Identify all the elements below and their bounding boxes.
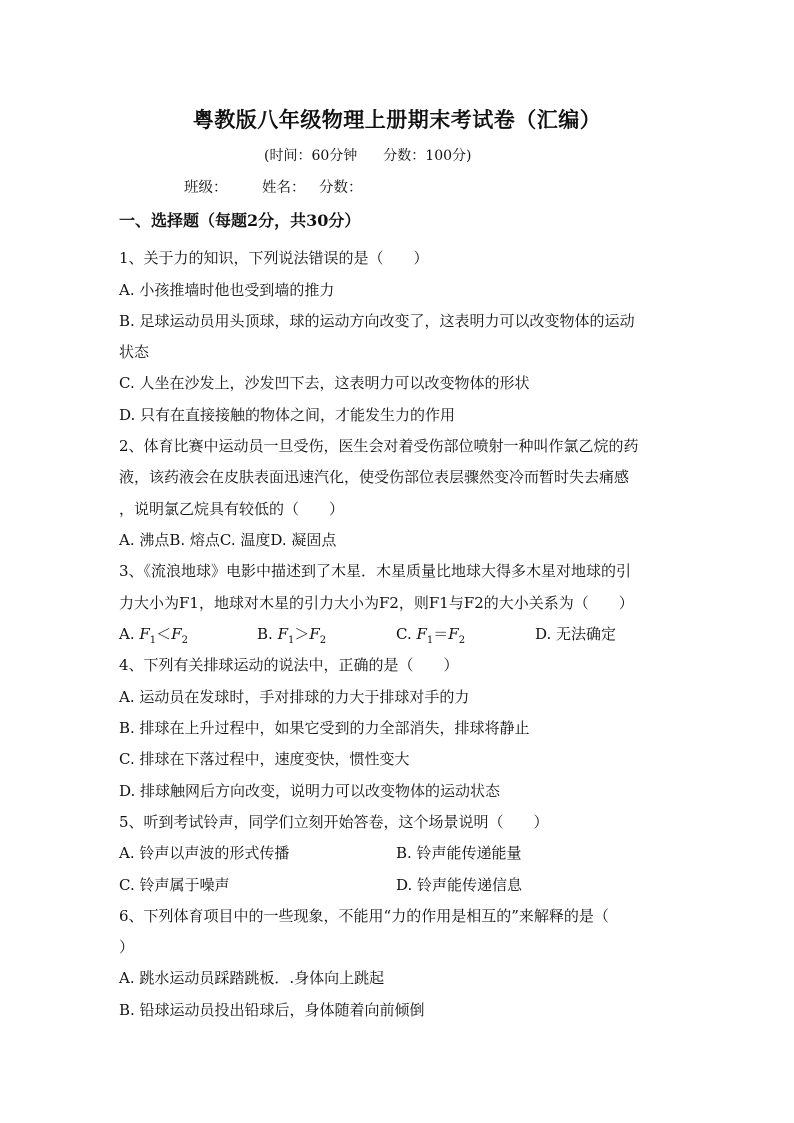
q3-option-d: D. 无法确定: [535, 625, 617, 643]
q4-stem: 4、下列有关排球运动的说法中，正确的是（ ）: [119, 656, 459, 674]
q1-stem: 1、关于力的知识，下列说法错误的是（ ）: [119, 249, 429, 267]
q1-option-d: D. 只有在直接接触的物体之间，才能发生力的作用: [119, 406, 456, 424]
q3-stem-line2: 力大小为F1，地球对木星的引力大小为F2，则F1与F2的大小关系为（ ）: [119, 594, 634, 612]
q1-option-a: A. 小孩推墙时他也受到墙的推力: [119, 281, 335, 299]
q6-option-b: B. 铅球运动员投出铅球后，身体随着向前倾倒: [119, 1001, 425, 1019]
score-label: 分数：: [319, 180, 363, 196]
q1-option-c: C. 人坐在沙发上，沙发凹下去，这表明力可以改变物体的形状: [119, 374, 530, 392]
q3-option-c: C. $F_1=F_2$: [396, 625, 466, 646]
class-label: 班级：: [184, 180, 228, 196]
section-title: 一、选择题（每题2分，共30分）: [119, 211, 361, 230]
q1-option-b-line2: 状态: [119, 343, 150, 361]
q4-option-a: A. 运动员在发球时，手对排球的力大于排球对手的力: [119, 688, 470, 706]
exam-total-score: 分数：100分): [383, 148, 472, 164]
q5-option-b: B. 铃声能传递能量: [396, 844, 522, 862]
q2-stem-line2: 液，该药液会在皮肤表面迅速汽化，使受伤部位表层骤然变冷而暂时失去痛感: [119, 468, 630, 486]
q2-options: A. 沸点B. 熔点C. 温度D. 凝固点: [119, 531, 337, 549]
q5-option-d: D. 铃声能传递信息: [396, 876, 523, 894]
q2-stem-line3: ，说明氯乙烷具有较低的（ ）: [119, 500, 345, 518]
name-label: 姓名：: [262, 180, 306, 196]
exam-meta: [264, 145, 471, 165]
q5-option-c: C. 铃声属于噪声: [119, 876, 230, 894]
q2-stem-line1: 2、体育比赛中运动员一旦受伤，医生会对着受伤部位喷射一种叫作氯乙烷的药: [119, 437, 639, 455]
q5-stem: 5、听到考试铃声，同学们立刻开始答卷，这个场景说明（ ）: [119, 813, 549, 831]
q3-stem-line1: 3、《流浪地球》电影中描述到了木星．木星质量比地球大得多木星对地球的引: [119, 562, 632, 580]
q4-option-d: D. 排球触网后方向改变，说明力可以改变物体的运动状态: [119, 782, 501, 800]
q5-option-a: A. 铃声以声波的形式传播: [119, 844, 290, 862]
q3-option-a: A. $F_1<F_2$: [119, 625, 188, 646]
exam-title: 粤教版八年级物理上册期末考试卷（汇编）: [192, 107, 602, 132]
q3-option-b: B. $F_1>F_2$: [257, 625, 327, 646]
student-fields: [184, 176, 363, 197]
q1-option-b-line1: B. 足球运动员用头顶球，球的运动方向改变了，这表明力可以改变物体的运动: [119, 312, 635, 330]
q6-stem-line2: ）: [119, 938, 135, 956]
q6-option-a: A. 跳水运动员踩踏跳板．.身体向上跳起: [119, 969, 385, 987]
q4-option-c: C. 排球在下落过程中，速度变快，惯性变大: [119, 750, 410, 768]
q4-option-b: B. 排球在上升过程中，如果它受到的力全部消失，排球将静止: [119, 719, 530, 737]
q6-stem-line1: 6、下列体育项目中的一些现象，不能用“力的作用是相互的”来解释的是（: [119, 907, 609, 925]
exam-time: (时间：60分钟: [264, 148, 358, 164]
